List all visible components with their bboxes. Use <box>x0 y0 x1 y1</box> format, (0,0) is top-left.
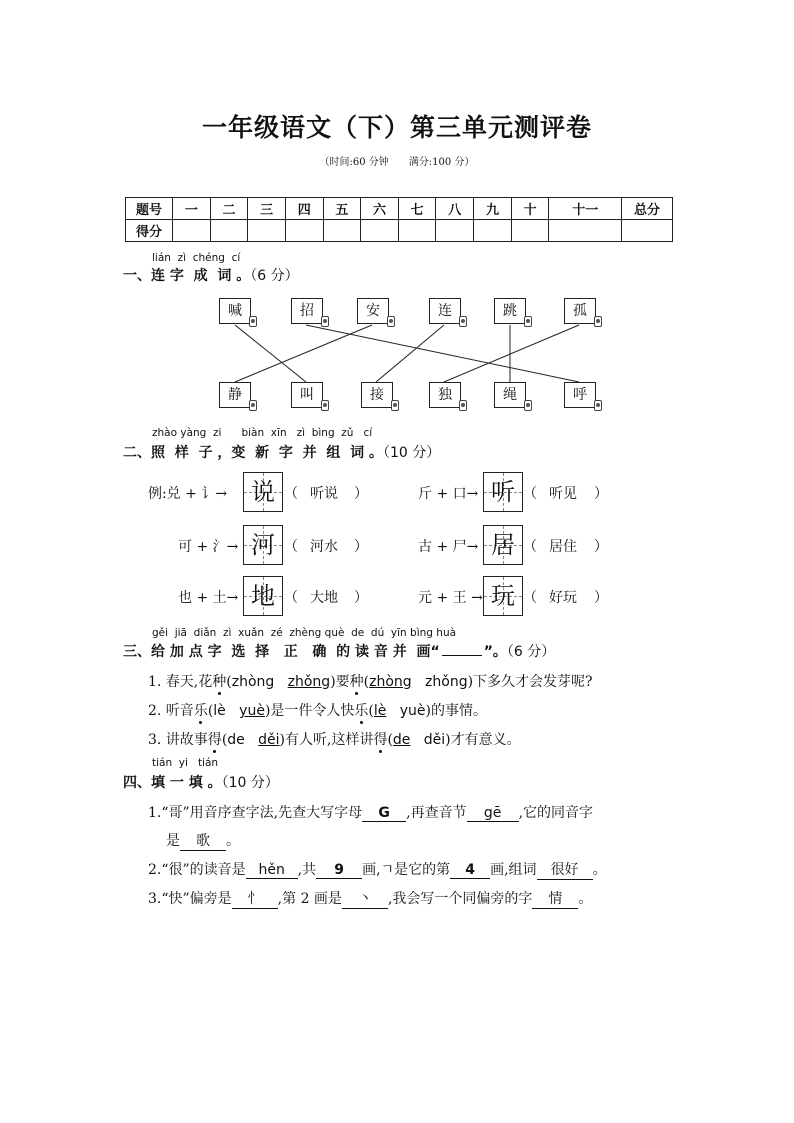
q-text: 2.“很”的读音是 <box>148 862 246 878</box>
s2-open-paren: （ <box>523 486 537 502</box>
knob-icon <box>459 400 467 411</box>
page-subtitle: （时间:60 分钟 满分:100 分） <box>319 157 475 168</box>
q-text: ( <box>363 674 370 690</box>
s2-formula: 例:兑 + 讠→ <box>148 486 228 502</box>
match-top-box[interactable]: 安 <box>357 298 389 324</box>
s2-pinyin: zhào yàng zi biàn xīn zì bìng zǔ cí <box>152 427 373 439</box>
q-text: 1. 春天,花 <box>148 674 213 690</box>
dotted-char: 得 <box>207 732 222 748</box>
q-text: ( <box>207 703 214 719</box>
s2-formula: 可 + 氵→ <box>178 539 239 555</box>
q-text: ( <box>387 732 393 748</box>
match-bottom-box[interactable]: 叫 <box>291 382 323 408</box>
q-text: ( <box>221 732 228 748</box>
fill-blank[interactable]: 情 <box>532 888 578 909</box>
knob-icon <box>524 400 532 411</box>
match-top-box[interactable]: 招 <box>291 298 323 324</box>
tian-grid-box[interactable] <box>483 525 523 565</box>
s2-open-paren: （ <box>284 486 298 502</box>
score-col: 八 <box>436 198 474 220</box>
q-text: 2. 听音 <box>148 703 194 719</box>
q-text: 3. 讲故事 <box>148 732 208 748</box>
s4-question-1 <box>148 802 593 822</box>
q-text: ,第 2 画是 <box>277 891 342 907</box>
score-col: 四 <box>285 198 323 220</box>
s4-points: （10 分） <box>221 775 279 791</box>
q-text: )有人听,这样讲 <box>279 732 374 748</box>
option-pinyin[interactable]: zhǒng <box>425 674 468 690</box>
q-text: ( <box>226 674 232 690</box>
s1-heading-text: 一、连 字 成 词 。 <box>123 268 251 284</box>
score-col: 九 <box>474 198 512 220</box>
s2-formula: 斤 + 口→ <box>418 486 479 502</box>
match-line <box>376 325 444 382</box>
q-text: 是 <box>166 833 180 849</box>
s2-close-paren: ） <box>354 486 368 502</box>
s2-word-answer[interactable]: 河水 <box>310 539 338 555</box>
s4-question-3 <box>148 888 592 909</box>
q-text: )的事情。 <box>425 703 487 719</box>
fill-blank[interactable]: gē <box>467 805 519 822</box>
knob-icon <box>387 316 395 327</box>
knob-icon <box>524 316 532 327</box>
match-line <box>235 325 306 382</box>
knob-icon <box>321 316 329 327</box>
match-top-box[interactable]: 喊 <box>219 298 251 324</box>
s3-question-2 <box>148 700 487 720</box>
fill-blank[interactable]: hěn <box>246 862 298 879</box>
s2-word-answer[interactable]: 好玩 <box>549 590 577 606</box>
match-line <box>444 325 579 382</box>
tian-char: 玩 <box>491 582 515 610</box>
q-text: 3.“快”偏旁是 <box>148 891 232 907</box>
s3-blank-line <box>442 655 482 656</box>
s2-open-paren: （ <box>284 539 298 555</box>
score-col: 三 <box>248 198 286 220</box>
q-text: ,再查音节 <box>406 805 467 821</box>
match-top-box[interactable]: 跳 <box>494 298 526 324</box>
knob-icon <box>594 316 602 327</box>
dotted-char: 种 <box>349 674 364 690</box>
tian-grid-box[interactable] <box>243 525 283 565</box>
fill-blank[interactable]: 9 <box>316 862 362 879</box>
q-text: )下多久才会发芽呢? <box>467 674 593 690</box>
option-pinyin-selected[interactable]: yuè <box>239 703 265 719</box>
score-col: 十 <box>511 198 549 220</box>
s3-points: （6 分） <box>506 644 556 660</box>
tian-grid-box[interactable] <box>243 472 283 512</box>
score-col: 七 <box>398 198 436 220</box>
s2-word-answer[interactable]: 大地 <box>310 590 338 606</box>
match-bottom-box[interactable]: 独 <box>429 382 461 408</box>
q-text: )要 <box>330 674 350 690</box>
s2-word-answer[interactable]: 听说 <box>310 486 338 502</box>
s2-heading-text: 二、照 样 子 ，变 新 字 并 组 词 。 <box>123 445 383 461</box>
q-text: )才有意义。 <box>445 732 521 748</box>
option-pinyin[interactable]: de <box>227 732 245 748</box>
match-bottom-box[interactable]: 绳 <box>494 382 526 408</box>
tian-grid-box[interactable] <box>483 472 523 512</box>
s4-heading-text: 四、填 一 填 。 <box>123 775 222 791</box>
fill-blank[interactable]: 4 <box>450 862 490 879</box>
s2-open-paren: （ <box>523 539 537 555</box>
s2-close-paren: ） <box>354 539 368 555</box>
s2-formula: 也 + 土→ <box>178 590 239 606</box>
s1-pinyin: lián zì chéng cí <box>152 252 241 264</box>
score-total: 总分 <box>622 198 673 220</box>
option-pinyin-selected[interactable]: de <box>392 732 411 748</box>
q-text: 。 <box>578 891 593 907</box>
s4-question-2 <box>148 859 607 880</box>
s3-heading-text: 三、给 加 点 字 选 择 正 确 的 读 音 并 画“ <box>123 644 440 660</box>
score-col: 二 <box>210 198 248 220</box>
knob-icon <box>249 316 257 327</box>
score-col: 一 <box>173 198 211 220</box>
knob-icon <box>321 400 329 411</box>
s2-close-paren: ） <box>594 539 608 555</box>
fill-blank[interactable]: 忄 <box>232 888 278 909</box>
option-pinyin[interactable]: yuè <box>399 703 426 719</box>
q-text: 。 <box>592 862 607 878</box>
s3-question-3 <box>148 729 521 749</box>
option-pinyin-selected[interactable]: zhòng <box>369 674 412 690</box>
dotted-char: 乐 <box>354 703 369 719</box>
fill-blank[interactable]: 歌 <box>180 830 226 851</box>
option-pinyin-selected[interactable]: zhǒng <box>287 674 331 690</box>
knob-icon <box>594 400 602 411</box>
s3-question-1 <box>148 671 593 691</box>
s3-heading-end: ”。 <box>483 644 507 660</box>
fill-blank[interactable]: 丶 <box>342 888 388 909</box>
q-text: 画,ㄱ是它的第 <box>362 862 451 878</box>
s2-close-paren: ） <box>594 486 608 502</box>
s2-points: （10 分） <box>382 445 441 461</box>
s2-formula: 古 + 尸→ <box>418 539 479 555</box>
q-text: ,它的同音字 <box>518 805 594 821</box>
match-bottom-box[interactable]: 呼 <box>564 382 596 408</box>
option-pinyin[interactable]: lè <box>213 703 226 719</box>
q-text: ,我会写一个同偏旁的字 <box>387 891 533 907</box>
s2-formula: 元 + 王 → <box>418 590 483 606</box>
match-line <box>306 325 579 382</box>
option-pinyin-selected[interactable]: lè <box>373 703 387 719</box>
knob-icon <box>249 400 257 411</box>
s2-open-paren: （ <box>284 590 298 606</box>
tian-grid-box[interactable] <box>483 576 523 616</box>
s4-question-1-cont <box>166 830 240 851</box>
fill-blank[interactable]: G <box>362 805 406 822</box>
knob-icon <box>391 400 399 411</box>
match-line <box>235 325 372 382</box>
s4-heading <box>123 772 279 792</box>
q-text: ( <box>368 703 374 719</box>
score-col: 十一 <box>549 198 622 220</box>
tian-char: 河 <box>251 531 275 559</box>
knob-icon <box>459 316 467 327</box>
q-text: 1.“哥”用音序查字法,先查大写字母 <box>148 805 363 821</box>
page-title: 一年级语文（下）第三单元测评卷 <box>201 113 592 142</box>
s1-points: （6 分） <box>250 268 299 284</box>
tian-char: 地 <box>251 582 275 610</box>
dotted-char: 种 <box>212 674 227 690</box>
score-col: 五 <box>323 198 361 220</box>
s2-word-answer[interactable]: 听见 <box>549 486 577 502</box>
s2-close-paren: ） <box>594 590 608 606</box>
match-bottom-box[interactable]: 接 <box>361 382 393 408</box>
s2-open-paren: （ <box>523 590 537 606</box>
s3-pinyin: gěi jiā diǎn zì xuǎn zé zhèng què de dú yīn bìng huà <box>152 627 457 639</box>
dotted-char: 乐 <box>193 703 208 719</box>
dotted-char: 得 <box>373 732 388 748</box>
fill-blank[interactable]: 很好 <box>537 859 593 880</box>
s2-heading <box>123 442 440 462</box>
q-text: ,共 <box>297 862 317 878</box>
option-pinyin[interactable]: děi <box>423 732 446 748</box>
score-row2-label: 得分 <box>126 220 173 242</box>
score-row1-label: 题号 <box>126 198 173 220</box>
option-pinyin[interactable]: zhòng <box>231 674 275 690</box>
s2-word-answer[interactable]: 居住 <box>549 539 577 555</box>
tian-char: 居 <box>491 531 515 559</box>
tian-char: 说 <box>251 478 275 506</box>
s4-pinyin: tián yi tián <box>152 757 219 769</box>
match-top-box[interactable]: 孤 <box>564 298 596 324</box>
option-pinyin-selected[interactable]: děi <box>258 732 280 748</box>
s2-close-paren: ） <box>354 590 368 606</box>
q-text: 。 <box>226 833 240 849</box>
s3-heading <box>123 641 555 661</box>
match-bottom-box[interactable]: 静 <box>219 382 251 408</box>
match-top-box[interactable]: 连 <box>429 298 461 324</box>
q-text: 画,组词 <box>490 862 537 878</box>
score-col: 六 <box>361 198 399 220</box>
tian-grid-box[interactable] <box>243 576 283 616</box>
q-text: )是一件令人快 <box>264 703 355 719</box>
tian-char: 听 <box>491 478 515 506</box>
